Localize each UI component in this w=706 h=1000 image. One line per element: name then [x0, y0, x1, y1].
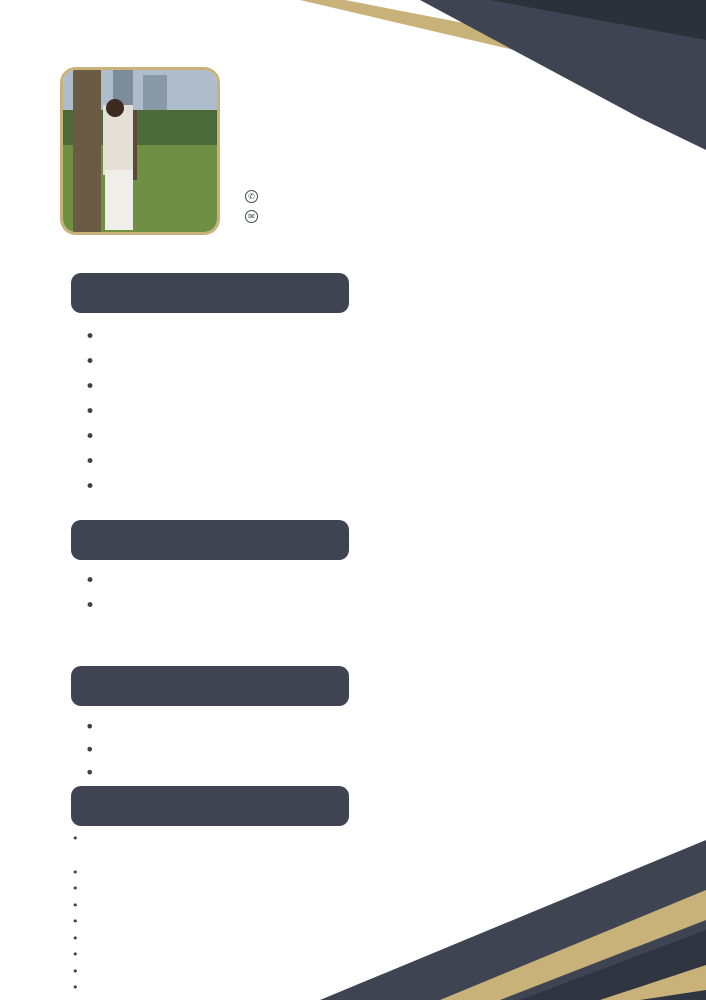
section-header-pendidikan [71, 520, 349, 560]
profile-photo [60, 67, 220, 235]
section-header-pengalaman [71, 666, 349, 706]
email-row [245, 210, 264, 223]
phone-row [245, 190, 264, 203]
phone-icon: ✆ [245, 190, 258, 203]
email-icon: ✉ [245, 210, 258, 223]
section-header-data-pribadi [71, 273, 349, 313]
section-header-keahlian [71, 786, 349, 826]
